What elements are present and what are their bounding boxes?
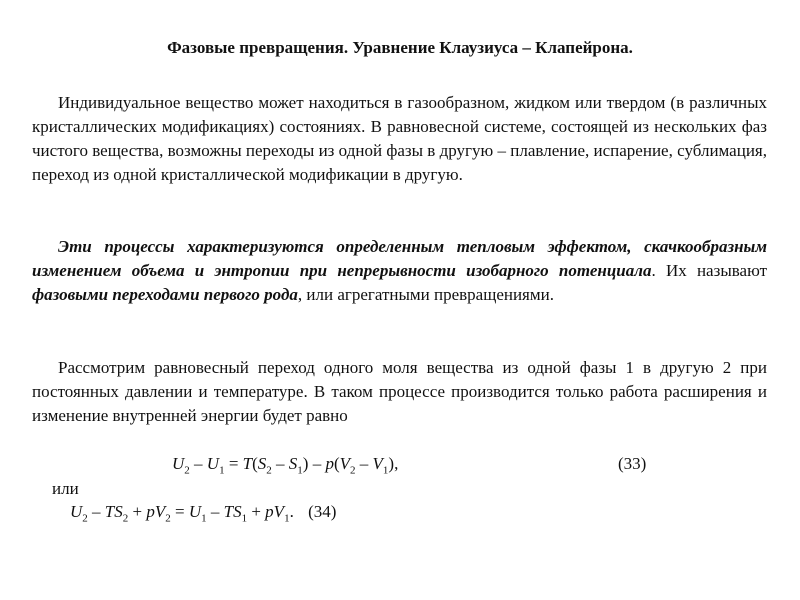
emphasis-term: фазовыми переходами первого рода [32,285,298,304]
paragraph-phase-transitions [32,235,767,307]
paragraph-text: . Их называют [651,261,767,280]
connector-text: или [52,479,79,498]
equation-33 [172,454,398,476]
equation-34 [70,502,336,524]
equation-33-number: (33) [618,454,647,473]
page-title: Фазовые превращения. Уравнение Клаузиуса – Клапейрона. [167,38,633,57]
equation-formula: $U_2 - TS_2 + pV_2 = U_1 - TS_1 + pV_1$. [70,502,294,525]
paragraph-intro: Индивидуальное вещество может находиться в газообразном, жидком или твердом (в различных кристаллических модификациях) состояниях. В равновесной системе, состоящей из нескольких фаз чистого вещества, возможны переходы из одной фазы в другую – плавление, испарение, сублимация, переход из одной кристаллической модификации в другую. [32,93,767,184]
paragraph-text: , или агрегатными превращениями. [297,285,554,304]
paragraph-equilibrium: Рассмотрим равновесный переход одного моля вещества из одной фазы 1 в другую 2 при постоянных давлении и температуре. В таком процессе производится только работа расширения и изменение внутренней энергии будет равно [32,358,767,425]
equation-formula: $U_2 - U_1 = T(S_2 - S_1) - p(V_2 - V_1)$, [172,454,399,477]
emphasis-definition: Эти процессы характеризуются определенным тепловым эффектом, скачкообразным изменением объема и энтропии при непрерывности изобарного потенциала [32,237,767,280]
equation-34-number: (34) [308,502,337,521]
